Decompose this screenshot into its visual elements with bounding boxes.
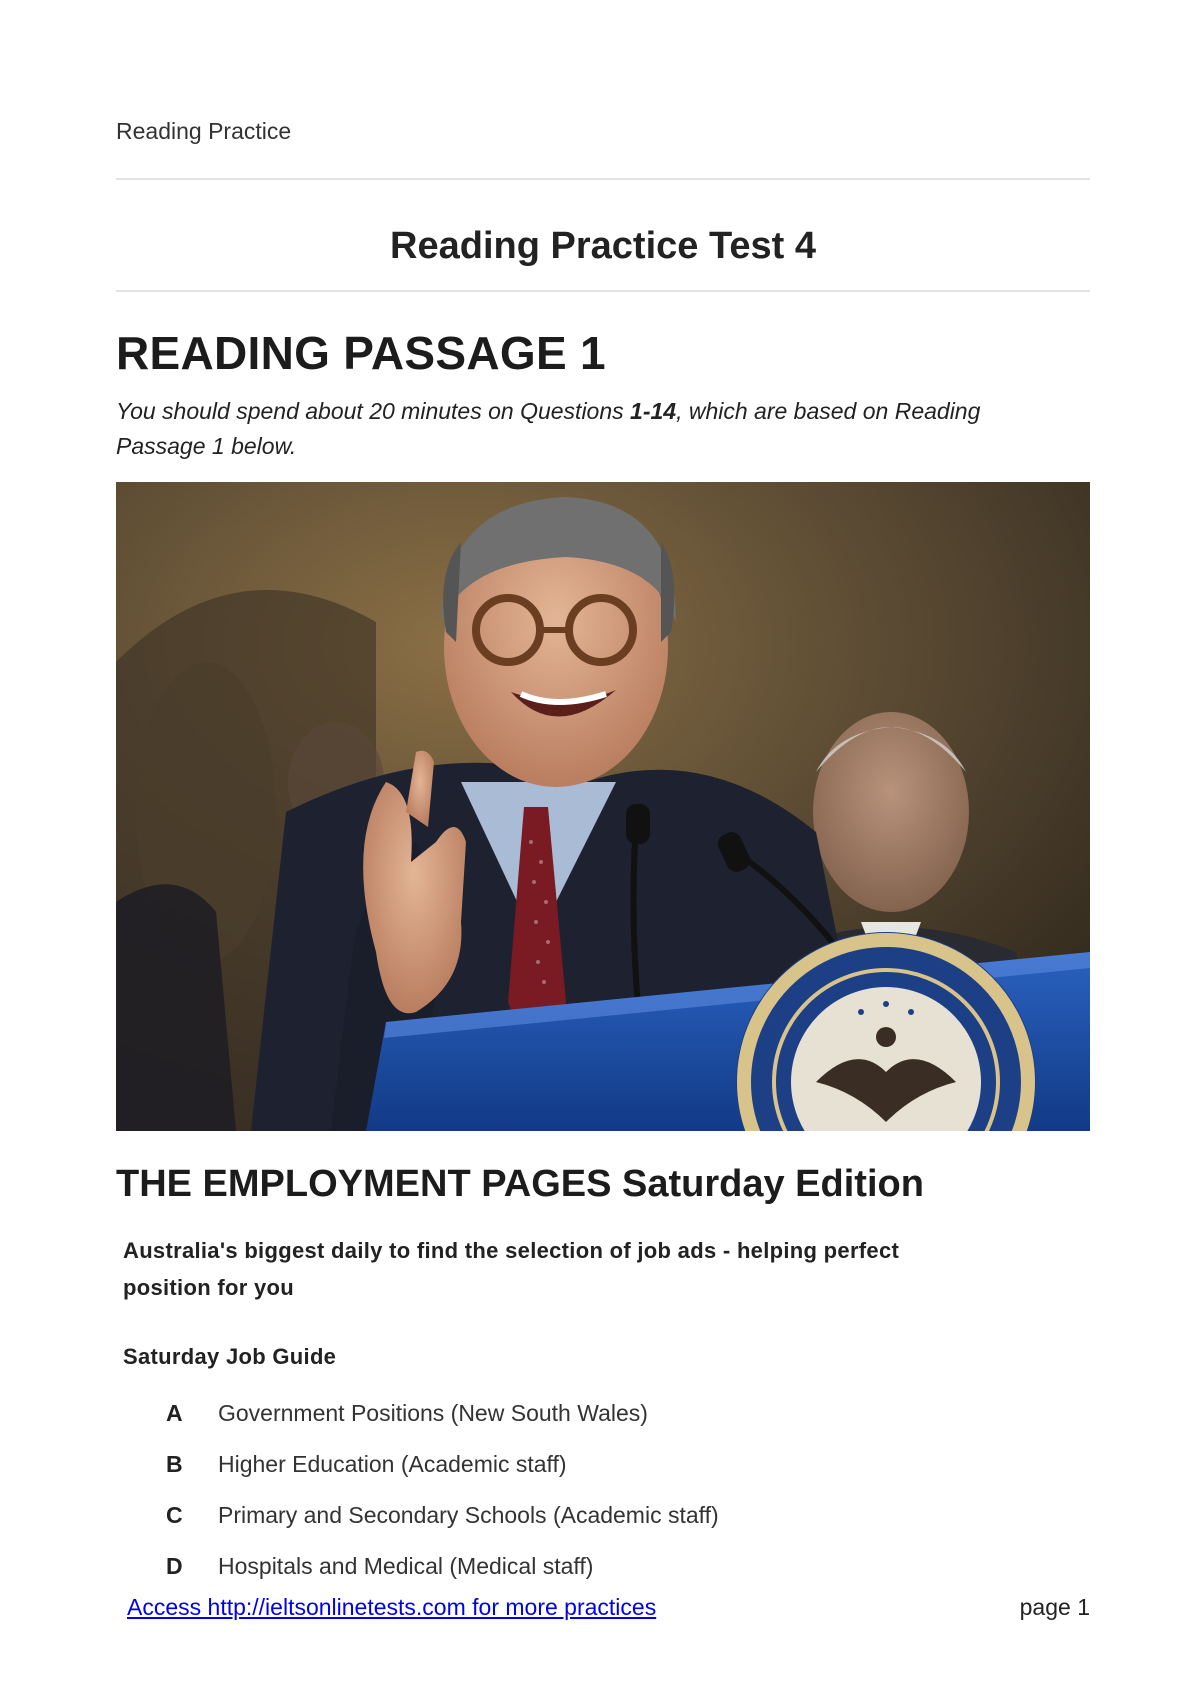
- list-item-text: Higher Education (Academic staff): [218, 1451, 567, 1477]
- running-header: Reading Practice: [116, 118, 292, 144]
- article-subtitle: Australia's biggest daily to find the selection of job ads - helping perfect position for you: [123, 1238, 900, 1300]
- practice-site-link[interactable]: Access http://ieltsonlinetests.com for more practices: [127, 1594, 657, 1620]
- list-item-letter: B: [166, 1451, 183, 1477]
- instructions: [116, 394, 1076, 464]
- job-guide-list: [166, 1400, 719, 1604]
- guide-heading: Saturday Job Guide: [123, 1344, 337, 1369]
- list-item: [166, 1451, 719, 1502]
- list-item: [166, 1502, 719, 1553]
- page-title: Reading Practice Test 4: [390, 225, 816, 267]
- list-item-letter: C: [166, 1502, 183, 1528]
- speaker-photo: [116, 482, 1090, 1131]
- list-item-letter: A: [166, 1400, 183, 1426]
- article-heading: THE EMPLOYMENT PAGES Saturday Edition: [116, 1163, 924, 1205]
- header-divider: [116, 178, 1090, 180]
- photo-illustration: [116, 482, 1090, 1131]
- instructions-after: , which are based on Reading Passage 1 below.: [116, 398, 981, 459]
- list-item: [166, 1400, 719, 1451]
- page-number: page 1: [1019, 1594, 1090, 1620]
- list-item-text: Primary and Secondary Schools (Academic staff): [218, 1502, 719, 1528]
- list-item-text: Government Positions (New South Wales): [218, 1400, 648, 1426]
- title-divider: [116, 290, 1090, 292]
- passage-heading: READING PASSAGE 1: [116, 327, 606, 379]
- instructions-range: 1-14: [630, 398, 677, 424]
- list-item-text: Hospitals and Medical (Medical staff): [218, 1553, 594, 1579]
- list-item-letter: D: [166, 1553, 183, 1579]
- instructions-before: You should spend about 20 minutes on Questions: [116, 398, 631, 424]
